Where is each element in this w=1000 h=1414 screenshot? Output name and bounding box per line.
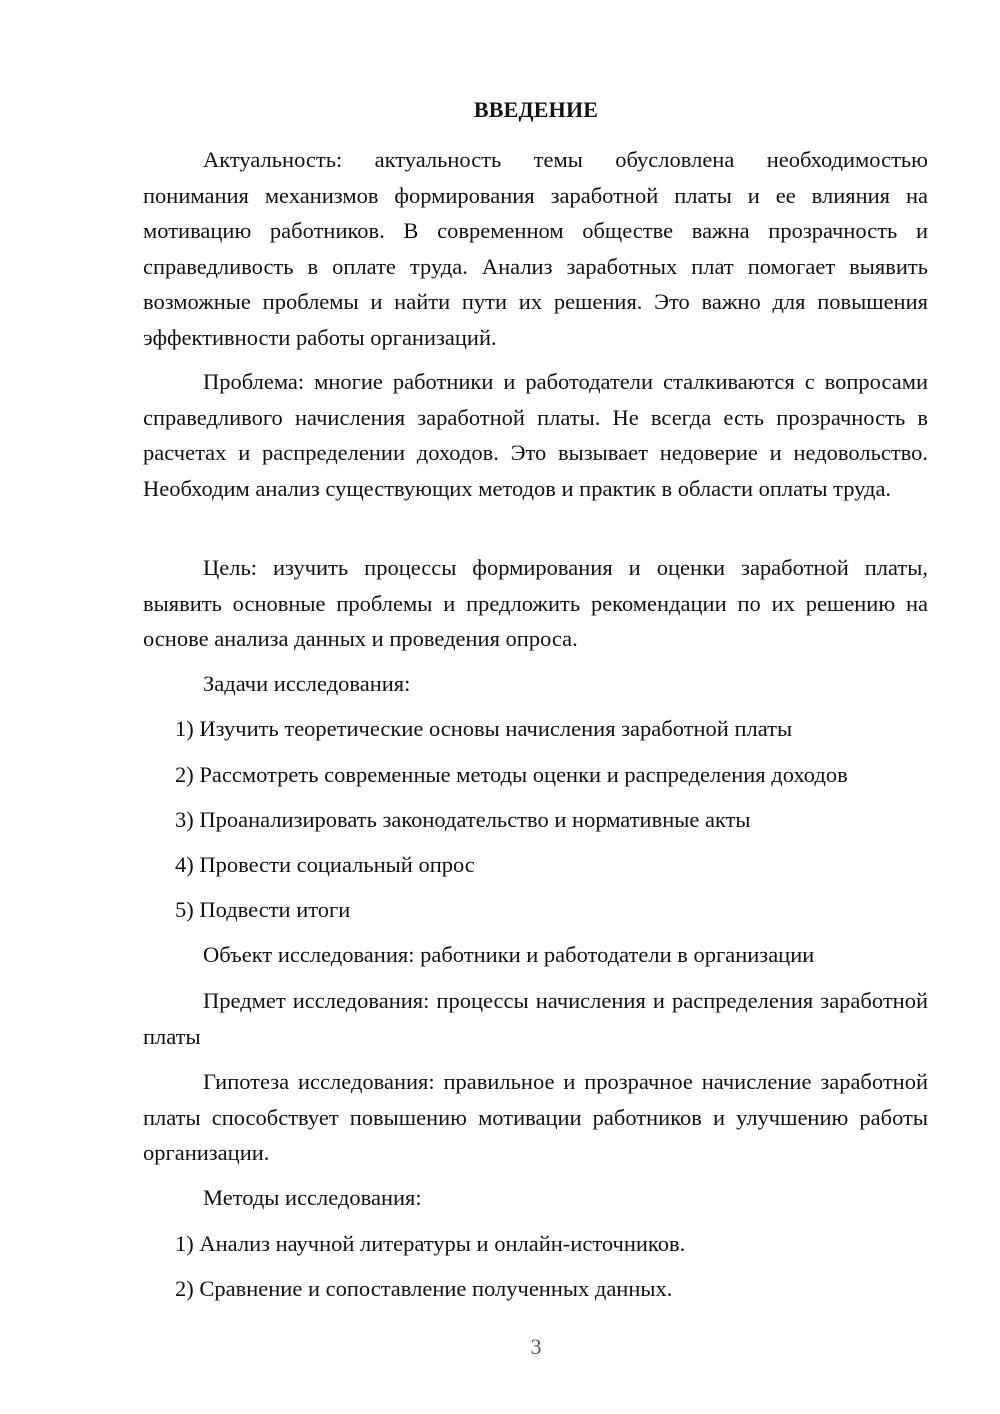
page-number: 3 (530, 1334, 542, 1359)
object-paragraph (143, 937, 928, 973)
tasks-heading (143, 666, 928, 702)
hypothesis-paragraph (143, 1064, 928, 1171)
methods-heading-text: Методы исследования: (203, 1185, 422, 1210)
method-item-1 (143, 1226, 928, 1262)
list-item: 1) Изучить теоретические основы начисления заработной платы (175, 716, 793, 741)
problem-text: Проблема: многие работники и работодатели сталкиваются с вопросами справедливого начисления заработной платы. Не всегда есть прозрачность в расчетах и распределении доходов. Это вызывает недоверие и недовольство. Необходим анализ существующих методов и практик в области оплаты труда. (143, 369, 928, 501)
tasks-heading-text: Задачи исследования: (203, 671, 411, 696)
method-item-2 (143, 1271, 928, 1307)
task-item-2 (143, 757, 928, 793)
page-title: ВВЕДЕНИЕ (473, 97, 599, 122)
list-item: 2) Сравнение и сопоставление полученных данных. (175, 1276, 673, 1301)
relevance-paragraph (143, 142, 928, 355)
task-item-5 (143, 892, 928, 928)
problem-paragraph (143, 364, 928, 506)
list-item: 2) Рассмотреть современные методы оценки и распределения доходов (175, 762, 848, 787)
list-item: 1) Анализ научной литературы и онлайн-источников. (175, 1231, 686, 1256)
goal-paragraph (143, 550, 928, 657)
object-text: Объект исследования: работники и работодатели в организации (203, 942, 815, 967)
task-item-4 (143, 847, 928, 883)
goal-text: Цель: изучить процессы формирования и оценки заработной платы, выявить основные проблемы и предложить рекомендации по их решению на основе анализа данных и проведения опроса. (143, 555, 928, 651)
task-item-3 (143, 802, 928, 838)
subject-text: Предмет исследования: процессы начисления и распределения заработной платы (143, 988, 928, 1049)
relevance-text: Актуальность: актуальность темы обусловлена необходимостью понимания механизмов формирования заработной платы и ее влияния на мотивацию работников. В современном обществе важна прозрачность и справедливость в оплате труда. Анализ заработных плат помогает выявить возможные проблемы и найти пути их решения. Это важно для повышения эффективности работы организаций. (143, 147, 928, 350)
subject-paragraph (143, 983, 928, 1054)
methods-heading (143, 1180, 928, 1216)
task-item-1 (143, 711, 928, 747)
list-item: 4) Провести социальный опрос (175, 852, 475, 877)
hypothesis-text: Гипотеза исследования: правильное и прозрачное начисление заработной платы способствует повышению мотивации работников и улучшению работы организации. (143, 1069, 928, 1165)
list-item: 5) Подвести итоги (175, 897, 351, 922)
list-item: 3) Проанализировать законодательство и нормативные акты (175, 807, 751, 832)
